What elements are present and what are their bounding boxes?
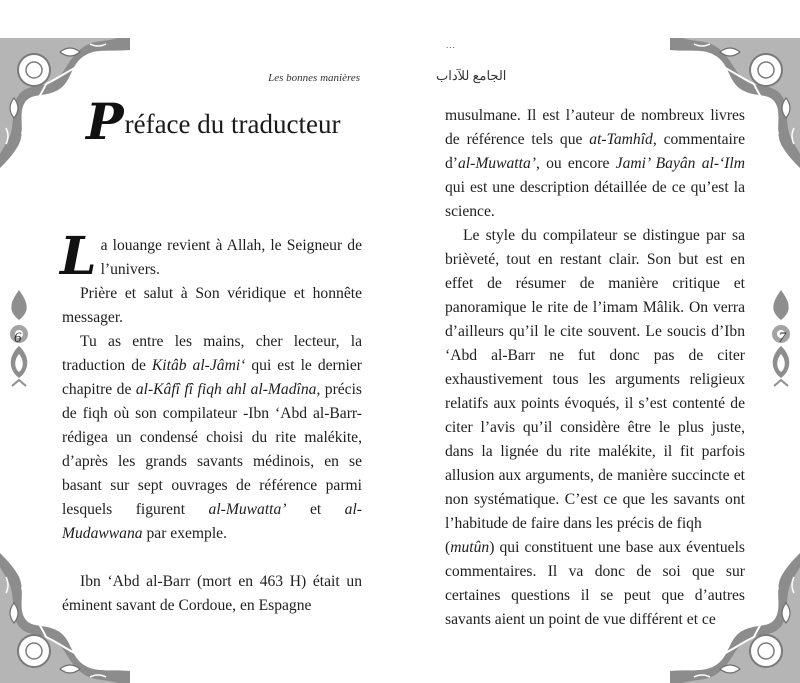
chapter-title	[86, 92, 341, 151]
drop-cap: L	[60, 226, 97, 287]
paragraph-1: La louange revient à Allah, le Seigneur de l’univers.	[60, 226, 362, 287]
running-head-right: الجامع للآداب	[436, 68, 507, 83]
paragraph-7: (mutûn) qui constituent une base aux éventuels commentaires. Il va donc de soi que sur certaines questions il se peut que d’autres savants aient un point de vue différent et ce	[445, 539, 745, 628]
paragraph-2: Prière et salut à Son véridique et honnête messager.	[62, 285, 362, 326]
running-head-left: Les bonnes manières	[268, 72, 360, 84]
title-initial: P	[86, 92, 124, 151]
paragraph-6: Le style du compilateur se distingue par sa brièveté, tout en restant clair. Son but est en effet de résumer de manière critique et panoramique le rite de l’imam Mâlik. On verra d’ailleurs qu’il le cite souvent. Le soucis d’Ibn ‘Abd al-Barr ne fut donc pas de citer exhaustivement tous les arguments religieux relatifs aux points évoqués, il s’est contenté de citer l’avis qu’il considère être le plus juste, dans la lignée du rite malékite, il fit parfois allusion aux arguments, de manière succincte et non systématique. C’est ce que les savants ont l’habitude de faire dans les précis de fiqh	[445, 227, 745, 532]
right-body-text	[445, 104, 745, 632]
title-text: réface du traducteur	[124, 109, 341, 139]
paragraph-3: Tu as entre les mains, cher lecteur, la traduction de Kitâb al-Jâmi‘ qui est le dernier chapitre de al-Kâfî fî fiqh ahl al-Madîna, précis de fiqh où son compilateur -Ibn ‘Abd al-Barr- rédigea un condensé choisi du rite malékite, d’après les grands savants médinois, en se basant sur sept ouvrages de référence parmi lesquels figurent al-Muwatta’ et al-Mudawwana par exemple.	[62, 333, 363, 542]
paragraph-4: Ibn ‘Abd al-Barr (mort en 463 H) était un éminent savant de Cordoue, en Espagne	[62, 573, 362, 614]
left-body-text	[60, 226, 363, 618]
paragraph-5: musulmane. Il est l’auteur de nombreux livres de référence tels que at-Tamhîd, commentaire d’al-Muwatta’, ou encore Jami’ Bayân al-‘Ilm qui est une description détaillée de ce qu’est la science.	[445, 107, 745, 220]
header-dots: ...	[446, 40, 456, 50]
page-number-right: 7	[778, 330, 786, 346]
page-number-left: 6	[14, 330, 22, 346]
right-page	[400, 0, 800, 683]
